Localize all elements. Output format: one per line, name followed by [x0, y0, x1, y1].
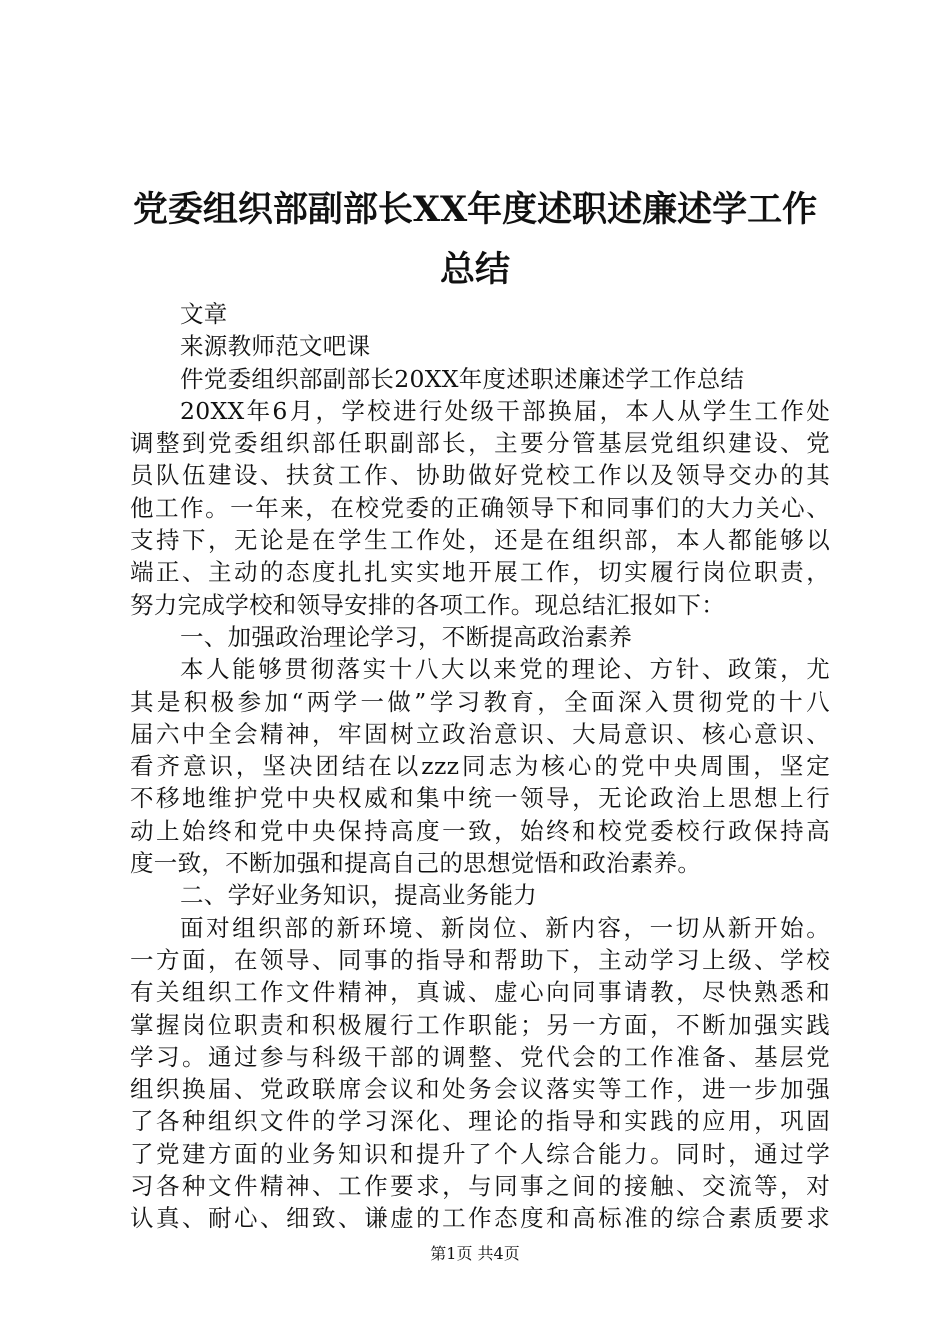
- meta-line: 来源教师范文吧课: [180, 332, 371, 361]
- paragraph-line: 有关组织工作文件精神，真诚、虚心向同事请教，尽快熟悉和: [130, 978, 830, 1007]
- section-heading: 二、学好业务知识，提高业务能力: [180, 881, 537, 910]
- paragraph-line: 面对组织部的新环境、新岗位、新内容，一切从新开始。: [180, 913, 830, 942]
- document-title-line-1: 党委组织部副部长XX年度述职述廉述学工作: [132, 189, 818, 230]
- document-title-line-2: 总结: [439, 249, 510, 290]
- paragraph-line: 掌握岗位职责和积极履行工作职能；另一方面，不断加强实践: [130, 1010, 830, 1039]
- paragraph-line: 了党建方面的业务知识和提升了个人综合能力。同时，通过学: [130, 1139, 830, 1168]
- paragraph-line: 度一致，不断加强和提高自己的思想觉悟和政治素养。: [130, 849, 702, 878]
- meta-line: 件党委组织部副部长20XX年度述职述廉述学工作总结: [180, 364, 745, 393]
- meta-line: 文章: [180, 300, 228, 328]
- paragraph-line: 了各种组织文件的学习深化、理论的指导和实践的应用，巩固: [130, 1107, 830, 1136]
- paragraph-line: 组织换届、党政联席会议和处务会议落实等工作，进一步加强: [130, 1075, 830, 1104]
- paragraph-line: 本人能够贯彻落实十八大以来党的理论、方针、政策，尤: [180, 655, 830, 684]
- paragraph-line: 员队伍建设、扶贫工作、协助做好党校工作以及领导交办的其: [130, 461, 830, 490]
- paragraph-line: 认真、耐心、细致、谦虚的工作态度和高标准的综合素质要求: [130, 1204, 830, 1233]
- section-heading: 一、加强政治理论学习，不断提高政治素养: [180, 622, 633, 651]
- paragraph-line: 不移地维护党中央权威和集中统一领导，无论政治上思想上行: [130, 784, 830, 813]
- paragraph-line: 调整到党委组织部任职副部长，主要分管基层党组织建设、党: [130, 429, 830, 458]
- paragraph-line: 习各种文件精神、工作要求，与同事之间的接触、交流等，对: [130, 1172, 830, 1201]
- paragraph-line: 其是积极参加“两学一做”学习教育，全面深入贯彻党的十八: [130, 687, 830, 716]
- paragraph-line: 努力完成学校和领导安排的各项工作。现总结汇报如下：: [130, 590, 725, 619]
- paragraph-line: 一方面，在领导、同事的指导和帮助下，主动学习上级、学校: [130, 945, 830, 974]
- paragraph-line: 端正、主动的态度扎扎实实地开展工作，切实履行岗位职责，: [130, 558, 830, 587]
- paragraph-line: 看齐意识，坚决团结在以zzz同志为核心的党中央周围，坚定: [130, 752, 830, 781]
- paragraph-line: 20XX年6月，学校进行处级干部换届，本人从学生工作处: [180, 396, 830, 425]
- paragraph-line: 学习。通过参与科级干部的调整、党代会的工作准备、基层党: [130, 1042, 830, 1071]
- paragraph-line: 支持下，无论是在学生工作处，还是在组织部，本人都能够以: [130, 526, 830, 555]
- paragraph-line: 他工作。一年来，在校党委的正确领导下和同事们的大力关心、: [130, 493, 830, 522]
- paragraph-line: 动上始终和党中央保持高度一致，始终和校党委校行政保持高: [130, 816, 830, 845]
- page-number-footer: 第1页 共4页: [430, 1244, 520, 1263]
- document-body: [130, 298, 830, 1235]
- paragraph-line: 届六中全会精神，牢固树立政治意识、大局意识、核心意识、: [130, 719, 830, 748]
